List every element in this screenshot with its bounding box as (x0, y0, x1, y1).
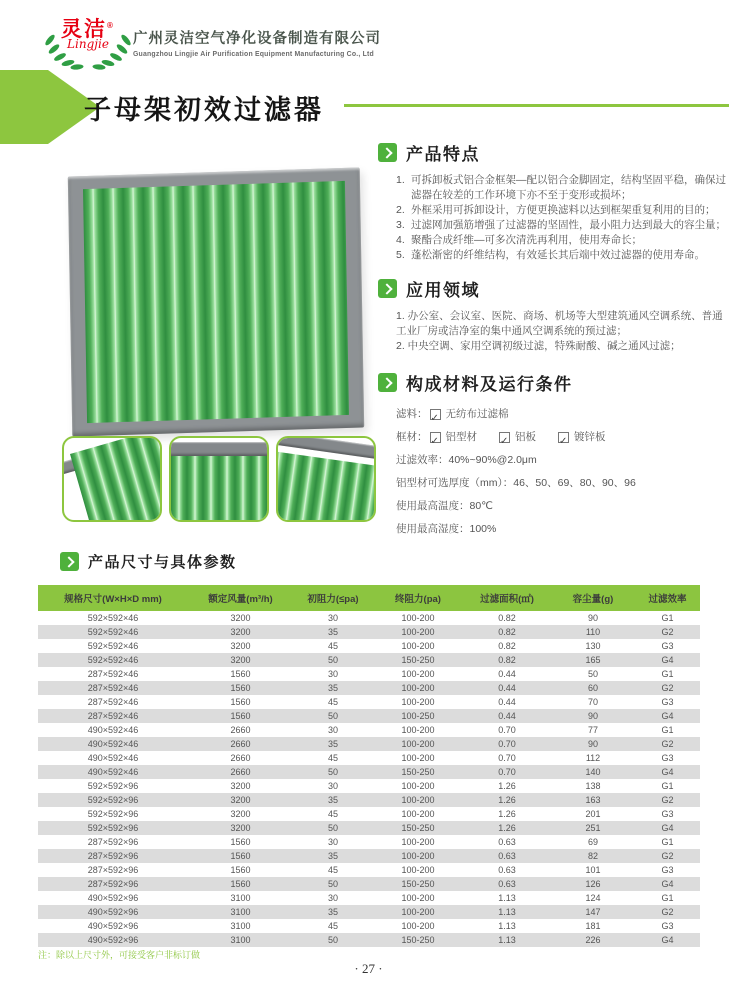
material-row (396, 403, 732, 426)
features-list (396, 173, 728, 263)
column-header: 额定风量(m³/h) (188, 585, 293, 611)
column-header: 终阻力(pa) (373, 585, 463, 611)
table-cell: 100-200 (401, 753, 435, 763)
table-cell: 2660 (230, 725, 251, 735)
table-cell: 100-200 (401, 641, 435, 651)
company-name-cn: 广州灵洁空气净化设备制造有限公司 (133, 31, 381, 47)
table-cell: 126 (585, 879, 601, 889)
table-cell: 50 (327, 711, 338, 721)
material-value: 80℃ (469, 500, 493, 512)
column-header: 初阻力(≤pa) (293, 585, 373, 611)
table-row (38, 695, 700, 709)
feature-number: 3. (396, 219, 405, 231)
filter-frame (68, 167, 364, 436)
table-cell: 90 (587, 613, 598, 623)
table-cell: 150-250 (401, 879, 435, 889)
table-cell: 0.82 (498, 627, 516, 637)
table-cell: 592×592×46 (87, 613, 139, 623)
table-cell: 3200 (230, 809, 251, 819)
table-cell: 592×592×96 (87, 795, 139, 805)
table-cell: 1.26 (498, 795, 516, 805)
table-cell: 50 (327, 655, 338, 665)
table-cell: 100-200 (401, 809, 435, 819)
table-cell: 100-200 (401, 865, 435, 875)
table-cell: 0.44 (498, 697, 516, 707)
table-cell: 287×592×96 (87, 865, 139, 875)
table-cell: 35 (327, 907, 338, 917)
table-cell: 0.70 (498, 725, 516, 735)
table-cell: 35 (327, 795, 338, 805)
table-cell: G2 (661, 795, 674, 805)
table-cell: 163 (585, 795, 601, 805)
material-row (396, 472, 732, 495)
thumbnail-corner-view (62, 436, 162, 522)
table-row (38, 667, 700, 681)
table-cell: 226 (585, 935, 601, 945)
column-header: 容尘量(g) (551, 585, 635, 611)
feature-item (396, 203, 728, 218)
applications-title: 应用领域 (406, 281, 480, 300)
table-cell: G3 (661, 921, 674, 931)
feature-item (396, 248, 728, 263)
company-logo (40, 12, 136, 74)
table-row (38, 793, 700, 807)
table-cell: 1560 (230, 697, 251, 707)
table-cell: 592×592×96 (87, 823, 139, 833)
chevron-right-icon (378, 373, 397, 392)
table-cell: 1560 (230, 837, 251, 847)
feature-item (396, 218, 728, 233)
table-row (38, 653, 700, 667)
table-cell: 1.13 (498, 893, 516, 903)
material-label: 使用最高温度： (396, 500, 470, 512)
table-cell: G2 (661, 739, 674, 749)
section-applications (378, 276, 732, 301)
table-cell: 490×592×46 (87, 725, 139, 735)
table-cell: 35 (327, 739, 338, 749)
table-cell: 70 (587, 697, 598, 707)
table-cell: 35 (327, 683, 338, 693)
material-row (396, 518, 732, 541)
table-row (38, 709, 700, 723)
table-cell: 77 (587, 725, 598, 735)
feature-number: 5. (396, 249, 405, 261)
application-item: 1. 办公室、会议室、医院、商场、机场等大型建筑通风空调系统、普通工业厂房或洁净室的集中通风空调系统的预过滤； (396, 310, 723, 337)
spec-table-title: 产品尺寸与具体参数 (88, 554, 237, 571)
table-cell: 287×592×46 (87, 683, 139, 693)
table-cell: 1.13 (498, 935, 516, 945)
table-cell: G4 (661, 823, 674, 833)
table-cell: 100-200 (401, 683, 435, 693)
table-cell: 50 (327, 935, 338, 945)
feature-number: 2. (396, 204, 405, 216)
table-cell: 3100 (230, 907, 251, 917)
table-cell: 3200 (230, 627, 251, 637)
table-cell: 0.82 (498, 641, 516, 651)
table-row (38, 877, 700, 891)
table-row (38, 737, 700, 751)
table-cell: 3200 (230, 781, 251, 791)
table-cell: 0.63 (498, 837, 516, 847)
column-header: 规格尺寸(W×H×D mm) (38, 585, 188, 611)
table-cell: 592×592×46 (87, 655, 139, 665)
chevron-right-icon (378, 143, 397, 162)
table-row (38, 821, 700, 835)
checkbox-icon (430, 409, 441, 420)
table-cell: 130 (585, 641, 601, 651)
material-option: 铝型材 (445, 431, 477, 443)
photo-thumbnails (62, 436, 378, 522)
info-column (378, 140, 732, 541)
table-cell: 287×592×46 (87, 711, 139, 721)
table-cell: 1.26 (498, 781, 516, 791)
table-cell: G4 (661, 711, 674, 721)
material-row (396, 426, 732, 449)
table-cell: 90 (587, 711, 598, 721)
table-cell: 35 (327, 851, 338, 861)
table-cell: 45 (327, 641, 338, 651)
table-cell: 0.44 (498, 711, 516, 721)
table-cell: G4 (661, 879, 674, 889)
table-note: 注：除以上尺寸外，可接受客户非标订做 (38, 950, 201, 960)
table-cell: 30 (327, 725, 338, 735)
table-cell: 0.82 (498, 613, 516, 623)
spec-table-body (38, 611, 700, 947)
table-cell: 251 (585, 823, 601, 833)
material-option: 铝板 (515, 431, 536, 443)
table-cell: 50 (587, 669, 598, 679)
table-cell: G2 (661, 851, 674, 861)
table-row (38, 849, 700, 863)
table-cell: 490×592×96 (87, 893, 139, 903)
table-cell: G1 (661, 781, 674, 791)
table-cell: 45 (327, 753, 338, 763)
table-cell: 30 (327, 893, 338, 903)
table-cell: 2660 (230, 753, 251, 763)
feature-number: 1. (396, 174, 405, 186)
table-cell: 35 (327, 627, 338, 637)
logo-script: Lingjie (67, 37, 109, 51)
table-cell: G2 (661, 627, 674, 637)
table-cell: 100-200 (401, 893, 435, 903)
table-cell: 1.13 (498, 921, 516, 931)
table-cell: 490×592×46 (87, 739, 139, 749)
table-cell: G1 (661, 837, 674, 847)
table-cell: 100-200 (401, 725, 435, 735)
table-row (38, 751, 700, 765)
table-cell: 100-200 (401, 837, 435, 847)
table-cell: 1560 (230, 669, 251, 679)
table-cell: G4 (661, 935, 674, 945)
table-cell: G1 (661, 613, 674, 623)
table-cell: 110 (585, 627, 601, 637)
table-cell: 45 (327, 697, 338, 707)
thumbnail-angled-view (276, 436, 376, 522)
material-value: 100% (469, 523, 497, 535)
table-row (38, 905, 700, 919)
table-cell: 1560 (230, 711, 251, 721)
table-cell: G1 (661, 725, 674, 735)
table-cell: 490×592×46 (87, 767, 139, 777)
table-cell: G3 (661, 697, 674, 707)
table-cell: 3200 (230, 795, 251, 805)
table-cell: G1 (661, 669, 674, 679)
table-cell: 287×592×96 (87, 879, 139, 889)
table-row (38, 933, 700, 947)
table-cell: 287×592×96 (87, 837, 139, 847)
table-cell: 100-250 (401, 711, 435, 721)
application-item: 2. 中央空调、家用空调初级过滤，特殊耐酸、碱之通风过滤； (396, 340, 681, 352)
table-cell: 0.82 (498, 655, 516, 665)
checkbox-icon (430, 432, 441, 443)
section-spec-table (60, 551, 237, 572)
table-cell: 100-200 (401, 739, 435, 749)
table-cell: G3 (661, 641, 674, 651)
spec-table (38, 585, 700, 947)
table-cell: G4 (661, 767, 674, 777)
table-cell: G4 (661, 655, 674, 665)
table-cell: 100-200 (401, 613, 435, 623)
table-cell: 0.63 (498, 865, 516, 875)
table-row (38, 779, 700, 793)
table-cell: 3200 (230, 823, 251, 833)
table-cell: 287×592×46 (87, 669, 139, 679)
table-cell: 50 (327, 879, 338, 889)
column-header: 过滤效率 (635, 585, 700, 611)
title-underline (344, 104, 729, 107)
column-header: 过滤面积(㎡) (463, 585, 551, 611)
material-value: 40%~90%@2.0μm (448, 454, 537, 466)
table-row (38, 723, 700, 737)
feature-item (396, 233, 728, 248)
table-cell: 1560 (230, 865, 251, 875)
table-cell: 100-200 (401, 795, 435, 805)
table-cell: 287×592×96 (87, 851, 139, 861)
table-row (38, 639, 700, 653)
table-cell: 592×592×46 (87, 641, 139, 651)
table-row (38, 835, 700, 849)
table-cell: 45 (327, 865, 338, 875)
table-cell: 2660 (230, 767, 251, 777)
table-cell: G2 (661, 907, 674, 917)
table-cell: 3100 (230, 921, 251, 931)
filter-pleats (83, 181, 349, 423)
table-cell: 150-250 (401, 767, 435, 777)
table-cell: 1560 (230, 851, 251, 861)
table-cell: 150-250 (401, 935, 435, 945)
feature-text: 过滤网加强筋增强了过滤器的坚固性，最小阻力达到最大的容尘量； (411, 219, 726, 231)
table-cell: 100-200 (401, 921, 435, 931)
table-cell: 50 (327, 767, 338, 777)
table-cell: 45 (327, 809, 338, 819)
table-row (38, 681, 700, 695)
table-cell: 0.63 (498, 851, 516, 861)
table-cell: 100-200 (401, 851, 435, 861)
material-option: 镀锌板 (574, 431, 606, 443)
material-label: 铝型材可选厚度（mm）： (396, 477, 514, 489)
table-cell: 100-200 (401, 697, 435, 707)
table-row (38, 625, 700, 639)
materials-title: 构成材料及运行条件 (406, 375, 573, 394)
table-cell: 150-250 (401, 823, 435, 833)
table-cell: 60 (587, 683, 598, 693)
product-photo (70, 172, 362, 432)
feature-text: 聚酯合成纤维—可多次清洗再利用，使用寿命长； (411, 234, 642, 246)
material-label: 滤料： (396, 408, 428, 420)
table-cell: 287×592×46 (87, 697, 139, 707)
table-cell: 1560 (230, 879, 251, 889)
feature-item (396, 173, 728, 203)
table-cell: 490×592×96 (87, 935, 139, 945)
table-cell: 112 (585, 753, 601, 763)
table-cell: 69 (587, 837, 598, 847)
table-cell: 100-200 (401, 781, 435, 791)
table-cell: 100-200 (401, 669, 435, 679)
company-name-en: Guangzhou Lingjie Air Purification Equipment Manufacturing Co., Ltd (133, 51, 374, 58)
table-cell: 0.70 (498, 739, 516, 749)
material-label: 使用最高湿度： (396, 523, 470, 535)
table-cell: 0.44 (498, 683, 516, 693)
table-cell: G3 (661, 809, 674, 819)
page-title: 子母架初效过滤器 (84, 95, 324, 125)
page-number: · 27 · (354, 961, 383, 976)
table-cell: 490×592×46 (87, 753, 139, 763)
feature-text: 可拆卸板式铝合金框架—配以铝合金脚固定，结构坚固平稳，确保过滤器在较差的工作环境下亦不至于变形或损坏； (411, 174, 726, 201)
table-cell: 165 (585, 655, 601, 665)
material-value: 46、50、69、80、90、96 (513, 477, 636, 489)
table-row (38, 863, 700, 877)
feature-number: 4. (396, 234, 405, 246)
table-cell: 181 (585, 921, 601, 931)
table-cell: 3100 (230, 893, 251, 903)
chevron-right-icon (60, 552, 79, 571)
table-cell: 201 (585, 809, 601, 819)
table-row (38, 891, 700, 905)
features-title: 产品特点 (406, 145, 480, 164)
table-cell: 490×592×96 (87, 907, 139, 917)
logo-name: 灵洁® (61, 18, 115, 41)
applications-list (396, 309, 728, 354)
table-cell: 90 (587, 739, 598, 749)
checkbox-icon (558, 432, 569, 443)
table-cell: G3 (661, 865, 674, 875)
chevron-right-icon (378, 279, 397, 298)
table-cell: 2660 (230, 739, 251, 749)
spec-table-header-row (38, 585, 700, 611)
thumbnail-pleat-closeup (169, 436, 269, 522)
table-cell: 101 (585, 865, 601, 875)
table-cell: 30 (327, 781, 338, 791)
table-cell: 45 (327, 921, 338, 931)
table-cell: 124 (585, 893, 601, 903)
table-cell: 0.70 (498, 753, 516, 763)
table-row (38, 765, 700, 779)
table-row (38, 807, 700, 821)
table-cell: 0.44 (498, 669, 516, 679)
table-cell: 30 (327, 613, 338, 623)
material-option: 无纺布过滤棉 (445, 408, 509, 420)
table-cell: 0.70 (498, 767, 516, 777)
table-cell: 1.26 (498, 809, 516, 819)
table-row (38, 919, 700, 933)
table-cell: G3 (661, 753, 674, 763)
table-cell: 592×592×96 (87, 809, 139, 819)
checkbox-icon (499, 432, 510, 443)
table-cell: 1.26 (498, 823, 516, 833)
section-materials (378, 370, 732, 395)
feature-text: 蓬松渐密的纤维结构，有效延长其后端中效过滤器的使用寿命。 (411, 249, 705, 261)
material-row (396, 495, 732, 518)
table-cell: 490×592×96 (87, 921, 139, 931)
table-cell: 3100 (230, 935, 251, 945)
table-cell: 140 (585, 767, 601, 777)
table-cell: G2 (661, 683, 674, 693)
table-cell: 3200 (230, 641, 251, 651)
table-cell: 1.13 (498, 907, 516, 917)
material-label: 过滤效率： (396, 454, 449, 466)
table-cell: 50 (327, 823, 338, 833)
table-cell: 82 (587, 851, 598, 861)
table-cell: 1560 (230, 683, 251, 693)
table-cell: 30 (327, 669, 338, 679)
table-cell: 592×592×96 (87, 781, 139, 791)
table-cell: 3200 (230, 655, 251, 665)
material-label: 框材： (396, 431, 428, 443)
company-name-block (133, 27, 381, 58)
section-features (378, 140, 732, 165)
table-cell: 100-200 (401, 907, 435, 917)
table-cell: 147 (585, 907, 601, 917)
table-cell: 0.63 (498, 879, 516, 889)
table-cell: 150-250 (401, 655, 435, 665)
table-cell: 138 (585, 781, 601, 791)
registered-mark: ® (107, 21, 115, 30)
table-row (38, 611, 700, 625)
table-cell: 30 (327, 837, 338, 847)
table-cell: 100-200 (401, 627, 435, 637)
table-cell: 592×592×46 (87, 627, 139, 637)
feature-text: 外框采用可拆卸设计，方便更换滤料以达到框架重复利用的目的； (411, 204, 716, 216)
table-cell: 3200 (230, 613, 251, 623)
materials-rows (396, 403, 732, 541)
table-cell: G1 (661, 893, 674, 903)
